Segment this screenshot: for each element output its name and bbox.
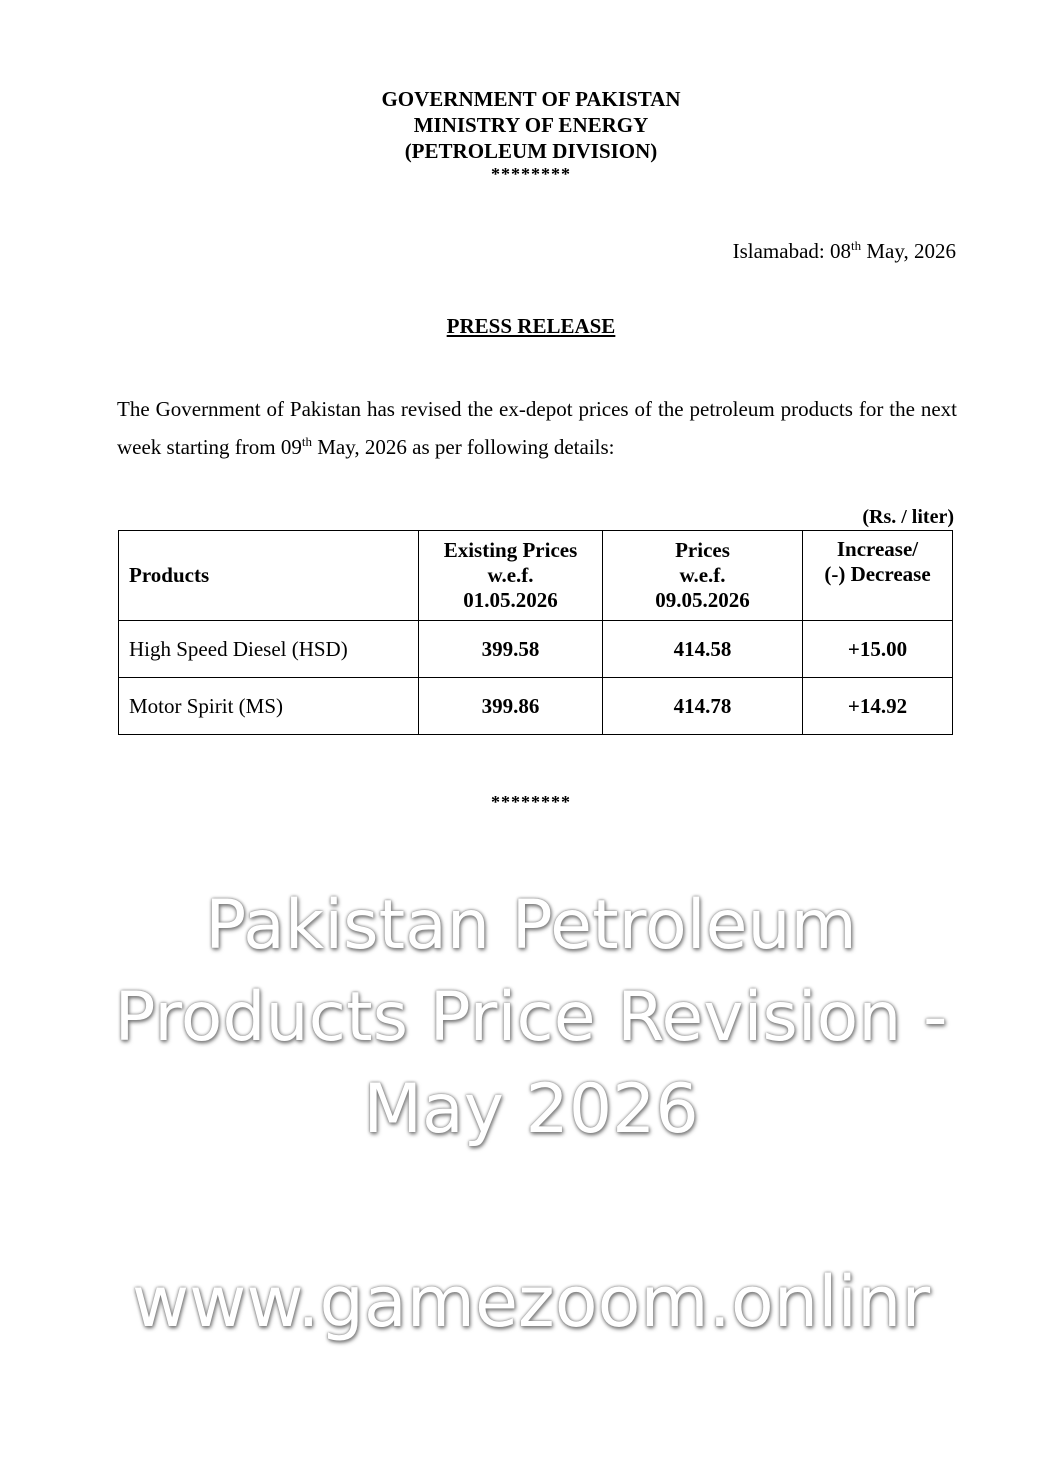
letterhead-line-government: GOVERNMENT OF PAKISTAN (381, 87, 681, 111)
row-change: +14.92 (803, 678, 953, 735)
header-existing-line3: 01.05.2026 (463, 588, 558, 612)
header-new-line2: w.e.f. (679, 563, 726, 587)
overlay-title (0, 880, 1062, 1156)
dateline-prefix: Islamabad: 08 (732, 239, 851, 263)
press-release-title: PRESS RELEASE (446, 314, 616, 338)
body-text-sup: th (301, 434, 312, 449)
dateline-suffix: May, 2026 (861, 239, 956, 263)
price-table (118, 530, 953, 735)
overlay-title-line3: May 2026 (363, 1070, 699, 1149)
body-text-part2: May, 2026 as per following details: (312, 435, 615, 459)
end-stars: ******** (491, 792, 571, 812)
header-change-line2: (-) Decrease (824, 562, 931, 586)
unit-label: (Rs. / liter) (862, 506, 954, 528)
letterhead-line-division: (PETROLEUM DIVISION) (404, 139, 658, 163)
header-existing-line2: w.e.f. (487, 563, 534, 587)
row-product: Motor Spirit (MS) (119, 678, 419, 735)
header-change (803, 531, 953, 621)
table-header-row (119, 531, 953, 621)
header-products: Products (119, 531, 419, 621)
table-row (119, 678, 953, 735)
letterhead-stars: ******** (491, 164, 571, 184)
row-change: +15.00 (803, 621, 953, 678)
header-change-line1: Increase/ (836, 537, 919, 561)
dateline (733, 238, 956, 264)
header-new-line3: 09.05.2026 (655, 588, 750, 612)
overlay-title-line1: Pakistan Petroleum (205, 886, 857, 965)
letterhead (0, 86, 1062, 184)
table-row (119, 621, 953, 678)
body-paragraph (117, 390, 957, 466)
overlay-title-line2: Products Price Revision - (114, 978, 948, 1057)
header-new (603, 531, 803, 621)
header-existing-line1: Existing Prices (443, 538, 578, 562)
row-existing-price: 399.86 (419, 678, 603, 735)
row-new-price: 414.58 (603, 621, 803, 678)
row-existing-price: 399.58 (419, 621, 603, 678)
header-new-line1: Prices (675, 538, 730, 562)
header-existing (419, 531, 603, 621)
overlay-url: www.gamezoom.onlinr (131, 1261, 931, 1343)
letterhead-line-ministry: MINISTRY OF ENERGY (413, 113, 649, 137)
body-text-part1: The Government of Pakistan has revised the ex-depot prices of the petroleum products for the next week starting from 09 (117, 397, 957, 459)
press-release-title-wrap (0, 314, 1062, 339)
dateline-sup: th (850, 238, 862, 253)
row-product: High Speed Diesel (HSD) (119, 621, 419, 678)
row-new-price: 414.78 (603, 678, 803, 735)
